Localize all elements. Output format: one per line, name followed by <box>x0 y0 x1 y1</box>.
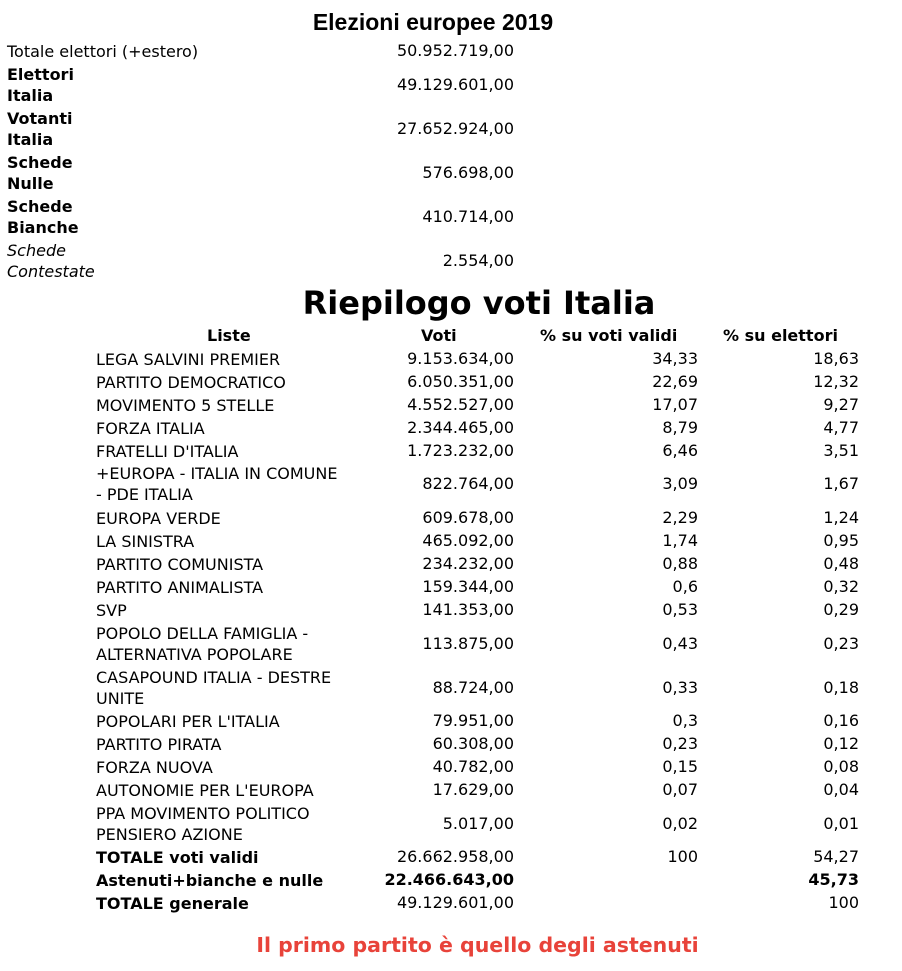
row-pv: 0,15 <box>662 757 698 776</box>
row-name: PARTITO PIRATA <box>96 735 222 754</box>
row-pe: 45,73 <box>808 870 859 889</box>
row-name: POPOLO DELLA FAMIGLIA - ALTERNATIVA POPOLARE <box>96 624 309 664</box>
row-pe: 0,23 <box>823 634 859 653</box>
summary-value: 49.129.601,00 <box>396 75 514 94</box>
header-liste: Liste <box>207 326 251 345</box>
row-pv: 8,79 <box>662 418 698 437</box>
section-title: Riepilogo voti Italia <box>302 284 656 322</box>
row-pv: 0,43 <box>662 634 698 653</box>
row-pe: 0,48 <box>823 554 859 573</box>
summary-label: Votanti Italia <box>7 109 73 149</box>
row-name: MOVIMENTO 5 STELLE <box>96 396 275 415</box>
row-pv: 0,23 <box>662 734 698 753</box>
row-pe: 1,24 <box>823 508 859 527</box>
row-pv: 0,02 <box>662 814 698 833</box>
row-name: TOTALE generale <box>96 894 249 913</box>
summary-label: Schede Nulle <box>7 153 73 193</box>
row-pv: 34,33 <box>652 349 698 368</box>
row-voti: 26.662.958,00 <box>396 847 514 866</box>
row-name: PARTITO ANIMALISTA <box>96 578 264 597</box>
row-pv: 0,33 <box>662 678 698 697</box>
row-pv: 1,74 <box>662 531 698 550</box>
summary-label: Totale elettori (+estero) <box>7 42 199 61</box>
row-pv: 0,88 <box>662 554 698 573</box>
row-name: FRATELLI D'ITALIA <box>96 442 239 461</box>
row-voti: 2.344.465,00 <box>407 418 514 437</box>
row-voti: 609.678,00 <box>422 508 514 527</box>
summary-value: 576.698,00 <box>422 163 514 182</box>
row-pv: 17,07 <box>652 395 698 414</box>
row-voti: 465.092,00 <box>422 531 514 550</box>
row-voti: 88.724,00 <box>432 678 514 697</box>
row-pv: 2,29 <box>662 508 698 527</box>
row-pv: 0,6 <box>672 577 698 596</box>
row-name: LA SINISTRA <box>96 532 195 551</box>
row-pe: 0,95 <box>823 531 859 550</box>
row-name: CASAPOUND ITALIA - DESTRE UNITE <box>96 668 332 708</box>
summary-label: Schede Contestate <box>7 241 95 281</box>
row-pe: 0,29 <box>823 600 859 619</box>
row-voti: 79.951,00 <box>432 711 514 730</box>
row-name: PPA MOVIMENTO POLITICO PENSIERO AZIONE <box>96 804 310 844</box>
row-name: FORZA NUOVA <box>96 758 213 777</box>
summary-label: Schede Bianche <box>7 197 79 237</box>
row-pe: 0,01 <box>823 814 859 833</box>
row-pv: 0,07 <box>662 780 698 799</box>
row-name: SVP <box>96 601 127 620</box>
row-voti: 113.875,00 <box>422 634 514 653</box>
row-voti: 141.353,00 <box>422 600 514 619</box>
row-name: EUROPA VERDE <box>96 509 221 528</box>
row-voti: 822.764,00 <box>422 474 514 493</box>
summary-value: 27.652.924,00 <box>396 119 514 138</box>
row-voti: 9.153.634,00 <box>407 349 514 368</box>
row-pe: 0,18 <box>823 678 859 697</box>
row-pe: 54,27 <box>813 847 859 866</box>
row-pe: 0,12 <box>823 734 859 753</box>
row-voti: 40.782,00 <box>432 757 514 776</box>
header-pct-validi: % su voti validi <box>540 326 678 345</box>
row-name: PARTITO COMUNISTA <box>96 555 264 574</box>
summary-label: Elettori Italia <box>7 65 74 105</box>
row-pe: 1,67 <box>823 474 859 493</box>
row-voti: 4.552.527,00 <box>407 395 514 414</box>
row-voti: 60.308,00 <box>432 734 514 753</box>
row-name: POPOLARI PER L'ITALIA <box>96 712 280 731</box>
row-voti: 159.344,00 <box>422 577 514 596</box>
footer-note: Il primo partito è quello degli astenuti <box>256 933 699 957</box>
row-voti: 1.723.232,00 <box>407 441 514 460</box>
row-voti: 17.629,00 <box>432 780 514 799</box>
row-pe: 9,27 <box>823 395 859 414</box>
row-pe: 0,04 <box>823 780 859 799</box>
row-pe: 0,08 <box>823 757 859 776</box>
row-pe: 0,16 <box>823 711 859 730</box>
row-pe: 4,77 <box>823 418 859 437</box>
row-pv: 6,46 <box>662 441 698 460</box>
row-pv: 100 <box>667 847 698 866</box>
row-pv: 0,53 <box>662 600 698 619</box>
summary-value: 2.554,00 <box>442 251 514 270</box>
row-pe: 0,32 <box>823 577 859 596</box>
row-pe: 18,63 <box>813 349 859 368</box>
row-pv: 22,69 <box>652 372 698 391</box>
header-voti: Voti <box>421 326 457 345</box>
row-voti: 49.129.601,00 <box>396 893 514 912</box>
row-pe: 3,51 <box>823 441 859 460</box>
row-name: Astenuti+bianche e nulle <box>96 871 324 890</box>
row-name: FORZA ITALIA <box>96 419 205 438</box>
row-voti: 6.050.351,00 <box>407 372 514 391</box>
row-name: TOTALE voti validi <box>96 848 259 867</box>
row-pe: 100 <box>828 893 859 912</box>
row-voti: 234.232,00 <box>422 554 514 573</box>
summary-value: 50.952.719,00 <box>396 41 514 60</box>
summary-value: 410.714,00 <box>422 207 514 226</box>
row-pv: 0,3 <box>672 711 698 730</box>
row-name: AUTONOMIE PER L'EUROPA <box>96 781 314 800</box>
header-pct-elettori: % su elettori <box>723 326 838 345</box>
row-voti: 5.017,00 <box>442 814 514 833</box>
row-pv: 3,09 <box>662 474 698 493</box>
row-name: +EUROPA - ITALIA IN COMUNE - PDE ITALIA <box>96 464 338 504</box>
row-pe: 12,32 <box>813 372 859 391</box>
row-voti: 22.466.643,00 <box>384 870 514 889</box>
row-name: PARTITO DEMOCRATICO <box>96 373 286 392</box>
row-name: LEGA SALVINI PREMIER <box>96 350 281 369</box>
page-title: Elezioni europee 2019 <box>312 9 554 35</box>
